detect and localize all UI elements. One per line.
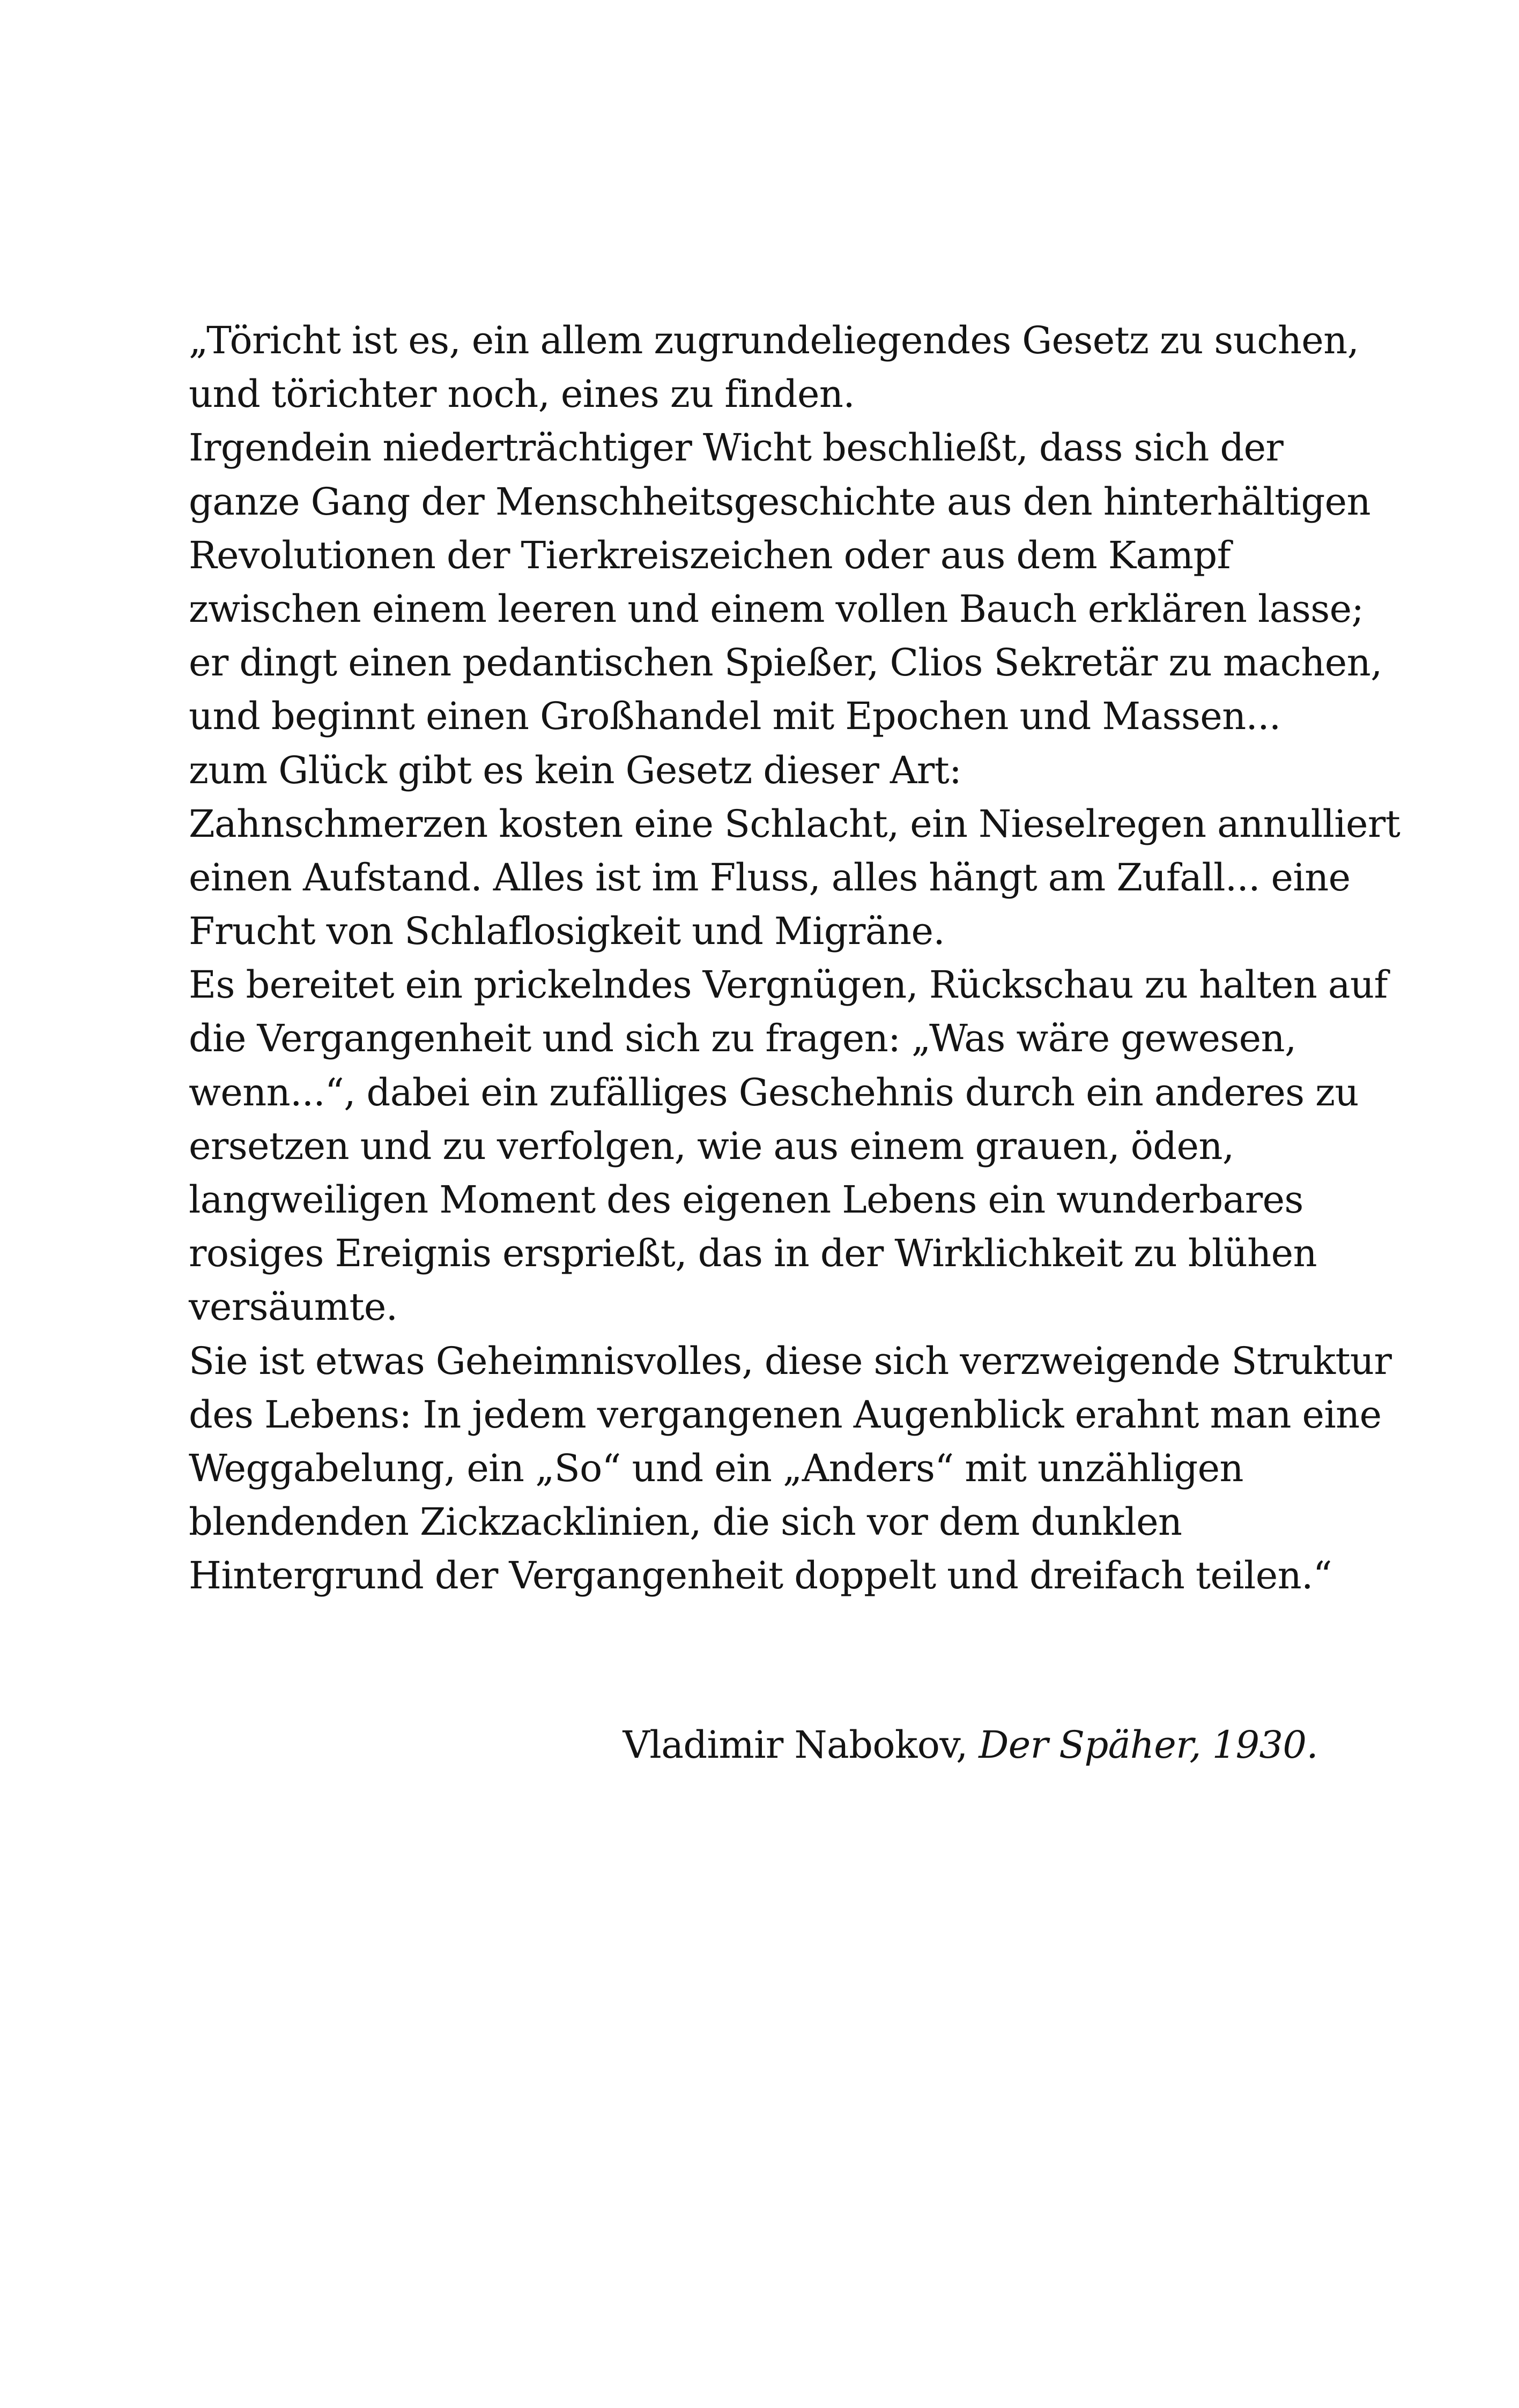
quote-line: ganze Gang der Menschheitsgeschichte aus den hinterhältigen (189, 479, 1370, 524)
quote-line: Zahnschmerzen kosten eine Schlacht, ein Nieselregen annulliert (189, 801, 1401, 846)
quote-line: langweiligen Moment des eigenen Lebens ein wunderbares (189, 1178, 1303, 1222)
attribution-author: Vladimir Nabokov, (623, 1723, 968, 1767)
quote-line: rosiges Ereignis ersprießt, das in der Wirklichkeit zu blühen (189, 1231, 1317, 1276)
attribution (623, 1718, 1318, 1772)
quote-line: zwischen einem leeren und einem vollen Bauch erklären lasse; (189, 586, 1364, 631)
quote-line: ersetzen und zu verfolgen, wie aus einem grauen, öden, (189, 1124, 1234, 1168)
quote-line: einen Aufstand. Alles ist im Fluss, alles hängt am Zufall... eine (189, 855, 1351, 900)
quote-line: blendenden Zickzacklinien, die sich vor dem dunklen (189, 1500, 1182, 1544)
quote-line: Frucht von Schlaflosigkeit und Migräne. (189, 909, 945, 954)
quote-line: Es bereitet ein prickelndes Vergnügen, Rückschau zu halten auf (189, 963, 1388, 1007)
quote-line: Irgendein niederträchtiger Wicht beschließt, dass sich der (189, 426, 1284, 470)
quote-line: Weggabelung, ein „So“ und ein „Anders“ mit unzähligen (189, 1446, 1243, 1490)
quote-line: zum Glück gibt es kein Gesetz dieser Art: (189, 748, 962, 792)
attribution-work: Der Späher, 1930. (979, 1723, 1318, 1767)
quote-line: Hintergrund der Vergangenheit doppelt und dreifach teilen.“ (189, 1554, 1332, 1598)
quote-line: und törichter noch, eines zu finden. (189, 372, 855, 417)
quote-line: Sie ist etwas Geheimnisvolles, diese sich verzweigende Struktur (189, 1339, 1392, 1383)
quote-line: und beginnt einen Großhandel mit Epochen und Massen... (189, 694, 1281, 739)
quote-line: Revolutionen der Tierkreiszeichen oder aus dem Kampf (189, 533, 1231, 577)
quote-line: er dingt einen pedantischen Spießer, Clios Sekretär zu machen, (189, 641, 1382, 685)
quote-line: des Lebens: In jedem vergangenen Augenblick erahnt man eine (189, 1392, 1382, 1437)
quote-text (189, 314, 1401, 1603)
quote-line: die Vergangenheit und sich zu fragen: „Was wäre gewesen, (189, 1016, 1296, 1061)
quote-line: wenn...“, dabei ein zufälliges Geschehnis durch ein anderes zu (189, 1070, 1359, 1114)
quote-line: versäumte. (189, 1285, 398, 1329)
quote-line: „Töricht ist es, ein allem zugrundeliegendes Gesetz zu suchen, (189, 318, 1359, 362)
